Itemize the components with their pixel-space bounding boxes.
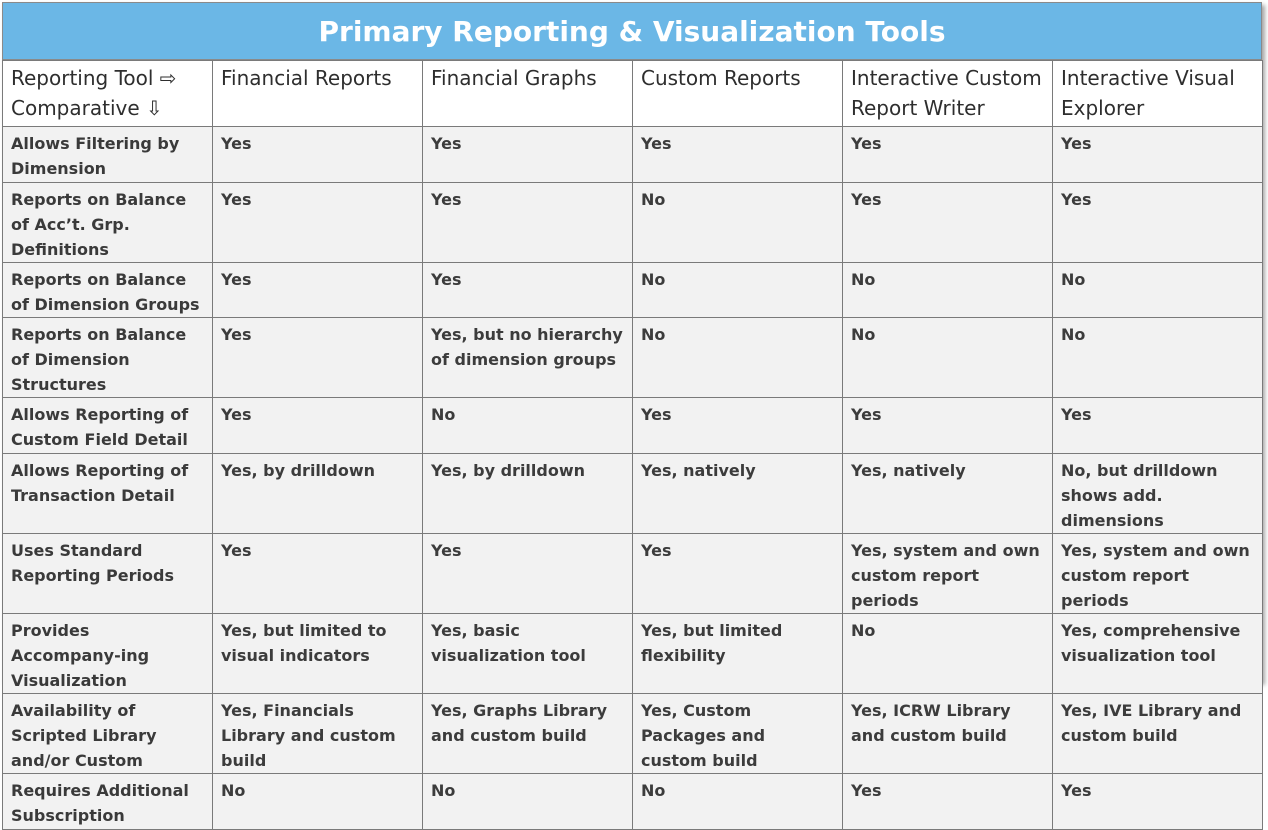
table-row	[3, 262, 1263, 318]
table-cell: Yes, but limited flexibility	[633, 614, 843, 694]
table-cell: Yes, Custom Packages and custom build	[633, 694, 843, 774]
column-header: Financial Reports	[213, 61, 423, 127]
table-cell: Yes	[843, 398, 1053, 454]
table-cell: Yes, Financials Library and custom build	[213, 694, 423, 774]
table-cell: Yes	[633, 127, 843, 183]
table-cell: Yes	[1053, 774, 1263, 830]
table-cell: Yes	[843, 774, 1053, 830]
table-cell: Yes, IVE Library and custom build	[1053, 694, 1263, 774]
table-cell: Yes, by drilldown	[423, 454, 633, 534]
table-cell: No	[843, 614, 1053, 694]
row-label: Reports on Balance of Acc’t. Grp. Definitions	[3, 182, 213, 262]
table-cell: No	[843, 262, 1053, 318]
row-label: Uses Standard Reporting Periods	[3, 534, 213, 614]
table-cell: No	[633, 318, 843, 398]
table-row	[3, 127, 1263, 183]
comparison-table	[2, 60, 1263, 830]
table-row	[3, 318, 1263, 398]
table-cell: Yes, but limited to visual indicators	[213, 614, 423, 694]
table-cell: Yes, system and own custom report periods	[1053, 534, 1263, 614]
table-row	[3, 694, 1263, 774]
table-cell: No	[213, 774, 423, 830]
table-cell: Yes, system and own custom report periods	[843, 534, 1053, 614]
table-row	[3, 454, 1263, 534]
table-cell: Yes	[1053, 127, 1263, 183]
table-cell: Yes, Graphs Library and custom build	[423, 694, 633, 774]
table-cell: Yes	[213, 318, 423, 398]
table-cell: Yes, by drilldown	[213, 454, 423, 534]
row-label: Reports on Balance of Dimension Structures	[3, 318, 213, 398]
row-label: Allows Reporting of Transaction Detail	[3, 454, 213, 534]
table-title: Primary Reporting & Visualization Tools	[2, 2, 1262, 60]
corner-label-tool: Reporting Tool	[11, 66, 154, 90]
table-cell: No	[843, 318, 1053, 398]
table-row	[3, 614, 1263, 694]
right-arrow-icon: ⇨	[159, 66, 177, 90]
table-cell: Yes	[423, 262, 633, 318]
table-cell: Yes	[843, 182, 1053, 262]
row-label: Availability of Scripted Library and/or Custom	[3, 694, 213, 774]
column-header: Interactive Custom Report Writer	[843, 61, 1053, 127]
table-cell: Yes	[843, 127, 1053, 183]
row-label: Allows Reporting of Custom Field Detail	[3, 398, 213, 454]
row-label: Allows Filtering by Dimension	[3, 127, 213, 183]
table-cell: No	[633, 262, 843, 318]
column-header: Custom Reports	[633, 61, 843, 127]
corner-label-comparative: Comparative	[11, 96, 140, 120]
header-row	[3, 61, 1263, 127]
table-cell: Yes	[633, 534, 843, 614]
row-label: Reports on Balance of Dimension Groups	[3, 262, 213, 318]
table-row	[3, 182, 1263, 262]
table-cell: Yes	[213, 262, 423, 318]
table-row	[3, 398, 1263, 454]
down-arrow-icon: ⇩	[146, 96, 163, 120]
column-header: Interactive Visual Explorer	[1053, 61, 1263, 127]
table-cell: Yes	[213, 127, 423, 183]
table-cell: Yes	[1053, 398, 1263, 454]
table-cell: Yes	[213, 534, 423, 614]
comparison-table-frame	[2, 2, 1262, 826]
corner-header-cell	[3, 61, 213, 127]
table-cell: Yes	[1053, 182, 1263, 262]
table-cell: Yes, basic visualization tool	[423, 614, 633, 694]
table-cell: No	[1053, 262, 1263, 318]
row-label: Requires Additional Subscription	[3, 774, 213, 830]
table-cell: Yes, natively	[633, 454, 843, 534]
table-cell: Yes	[633, 398, 843, 454]
table-row	[3, 774, 1263, 830]
row-label: Provides Accompany-ing Visualization	[3, 614, 213, 694]
column-header: Financial Graphs	[423, 61, 633, 127]
table-cell: Yes, natively	[843, 454, 1053, 534]
table-cell: No	[423, 398, 633, 454]
table-cell: Yes	[423, 127, 633, 183]
table-cell: Yes	[423, 182, 633, 262]
table-cell: Yes	[213, 398, 423, 454]
table-cell: No, but drilldown shows add. dimensions	[1053, 454, 1263, 534]
table-row	[3, 534, 1263, 614]
table-cell: Yes, ICRW Library and custom build	[843, 694, 1053, 774]
table-cell: No	[423, 774, 633, 830]
table-cell: No	[633, 182, 843, 262]
table-cell: No	[633, 774, 843, 830]
table-cell: Yes, comprehensive visualization tool	[1053, 614, 1263, 694]
table-cell: Yes	[423, 534, 633, 614]
table-cell: No	[1053, 318, 1263, 398]
table-cell: Yes, but no hierarchy of dimension groups	[423, 318, 633, 398]
table-cell: Yes	[213, 182, 423, 262]
